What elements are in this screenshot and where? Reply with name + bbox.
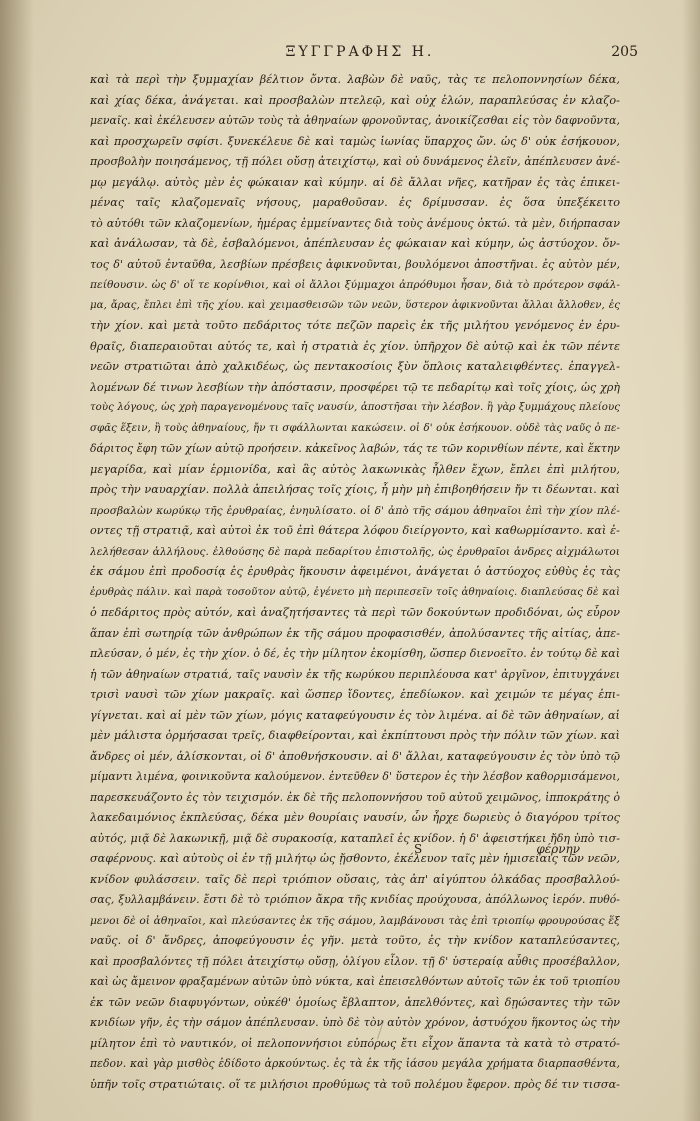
text-line: λομένων δέ τινων λεσβίων τὴν ἀπόστασιν, προσφέρει τῷ τε πεδαρίτῳ καὶ τοῖς χίοις, ὡς χρὴ <box>90 380 620 394</box>
text-line: ἐρυθρὰς πάλιν. καὶ παρὰ τοσοῦτον αὐτῷ, ἐγένετο μὴ περιπεσεῖν τοῖς ἀθηναίοις. διαπλεύσας δὲ καὶ <box>90 586 620 598</box>
page-footer <box>90 842 620 864</box>
text-line: καὶ προσβαλόντες τῇ πόλει ἀτειχίστῳ οὔσῃ, ὀλίγου εἷλον. τῇ δ' ὑστεραίᾳ αὖθις προσέβαλλον, <box>90 954 620 968</box>
text-line: οντες τῇ στρατιᾷ, καὶ αὐτοὶ ἐκ τοῦ ἐπὶ θάτερα λόφου διείργοντο, καὶ καθωρμίσαντο. καὶ ἐ- <box>90 524 620 537</box>
text-line: καὶ προσχωρεῖν σφίσι. ξυνεκέλευε δὲ καὶ ταμὼς ἰωνίας ὕπαρχος ὤν. ὡς δ' οὐκ ἐσήκουον, <box>90 134 620 148</box>
text-line: καὶ ὡς ἄμεινον φραξαμένων αὐτῶν ὑπὸ νύκτα, καὶ ἐπεισελθόντων αὐτοῖς τῶν ἐκ τοῦ τριοπίου <box>90 975 620 988</box>
catchword: φέρνην <box>536 842 580 856</box>
text-line: καὶ τὰ περὶ τὴν ξυμμαχίαν βέλτιον ὄντα. λαβὼν δὲ ναῦς, τὰς τε πελοποννησίων δέκα, <box>90 73 620 86</box>
text-line: τὴν χίον. καὶ μετὰ τοῦτο πεδάριτος τότε πεζῶν παρεὶς ἐκ τῆς μιλήτου γενόμενος ἐν ἐρυ- <box>90 319 620 332</box>
text-line: ὁ πεδάριτος πρὸς αὐτόν, καὶ ἀναζητήσαντες τὰ περὶ τῶν δοκούντων προδιδόναι, ὡς εὗρον <box>90 606 620 619</box>
text-line: ἄνδρες οἱ μέν, ἁλίσκονται, οἱ δ' ἀποθνήσκουσιν. αἱ δ' ἄλλαι, καταφεύγουσιν ἐς τὸν ὑπὸ τῷ <box>90 749 620 763</box>
text-line: καὶ χίας δέκα, ἀνάγεται. καὶ προσβαλὼν πτελεῷ, καὶ οὐχ ἑλών, παραπλεύσας ἐν κλαζο- <box>90 93 620 107</box>
spine-shadow <box>0 0 34 1121</box>
text-line: δάριτος ἔφη τῶν χίων αὐτῷ προήσειν. κἀκεῖνος λαβών, τάς τε τῶν κορινθίων πέντε, καὶ ἕκτην <box>90 442 620 455</box>
text-line: τοὺς λόγους, ὡς χρὴ παραγενομένους ταῖς ναυσίν, ἀποστῆσαι τὴν λέσβον. ἢ γὰρ ξυμμάχους πλείους <box>90 402 620 413</box>
text-line: πεδον. καὶ γὰρ μισθὸς ἐδίδοτο ἀρκούντως. ἐς τὰ ἐκ τῆς ἰάσου μεγάλα χρήματα διαρπασθέντα, <box>90 1057 620 1070</box>
text-line: μένας ταῖς κλαζομεναῖς νήσους, μαραθοῦσαν. ἐς δρίμυσσαν. ἐς ὅσα ὑπεξέκειτο <box>90 196 620 209</box>
text-line: σαφέρνους. καὶ αὐτοὺς οἱ ἐν τῇ μιλήτῳ ὡς ᾔσθοντο, ἐκέλευον ταῖς μὲν ἡμισείαις τῶν νεῶν, <box>90 852 620 865</box>
text-line: ἐκ τῶν νεῶν διαφυγόντων, οὐκέθ' ὁμοίως ἔβλαπτον, ἀπελθόντες, καὶ δῃώσαντες τὴν τῶν <box>90 995 620 1009</box>
text-line: κνιδίων γῆν, ἐς τὴν σάμον ἀπέπλευσαν. ὑπὸ δὲ τὸν αὐτὸν χρόνον, ἀστυόχου ἥκοντος ὡς τὴν <box>90 1016 620 1029</box>
text-line: μεγαρίδα, καὶ μίαν ἑρμιονίδα, καὶ ἃς αὐτὸς λακωνικὰς ἦλθεν ἔχων, ἔπλει ἐπὶ μιλήτου, <box>90 462 620 476</box>
text-line: μίμαντι λιμένα, φοινικοῦντα καλούμενον. ἐντεῦθεν δ' ὕστερον ἐς τὴν λέσβον καθορμισάμενοι, <box>90 770 620 783</box>
text-line: ἅπαν ἐπὶ σωτηρίᾳ τῶν ἀνθρώπων ἐκ τῆς σάμου προφασισθέν, ἀπολύσαντες τῆς αἰτίας, ἀπε- <box>90 626 620 640</box>
text-line: γίγνεται. καὶ αἱ μὲν τῶν χίων, μόγις καταφεύγουσιν ἐς τὸν λιμένα. αἱ δὲ τῶν ἀθηναίων, αἱ <box>90 708 620 722</box>
signature-mark: S <box>414 842 423 856</box>
text-line: λακεδαιμόνιος ἐκπλεύσας, δέκα μὲν θουρίαις ναυσίν, ὧν ἦρχε δωριεὺς ὁ διαγόρου τρίτος <box>90 811 620 824</box>
text-line: νεῶν στρατιῶται ἀπὸ χαλκιδέως, ὡς πεντακοσίοις ξὺν ὅπλοις καταλειφθέντες. ἐπαγγελ- <box>90 360 620 373</box>
edge-shadow <box>682 0 700 1121</box>
body-text <box>90 70 620 1095</box>
text-line: τὸ αὐτόθι τῶν κλαζομενίων, ἡμέρας ἐμμείναντες διὰ τοὺς ἀνέμους ὀκτώ. τὰ μὲν, διήρπασαν <box>90 216 620 230</box>
text-line: μὲν μάλιστα ὁρμήσασαι τρεῖς, διαφθείρονται, καὶ ἐκπίπτουσι πρὸς τὴν πόλιν τῶν χίων. καὶ <box>90 729 620 742</box>
text-line: πείθουσιν. ὡς δ' οἵ τε κορίνθιοι, καὶ οἱ ἄλλοι ξύμμαχοι ἀπρόθυμοι ἦσαν, διὰ τὸ πρότερον σφάλ- <box>90 279 620 291</box>
text-line: πρὸς τὴν ναυαρχίαν. πολλὰ ἀπειλήσας τοῖς χίοις, ἦ μὴν μὴ ἐπιβοηθήσειν ἤν τι δέωνται. καὶ <box>90 483 620 496</box>
running-head: ΞΥΓΓΡΑΦΗΣ Η. <box>285 44 435 60</box>
text-line: πλεύσαν, ὁ μέν, ἐς τὴν χίον. ὁ δέ, ἐς τὴν μίλητον ἐκομίσθη, ὥσπερ διενοεῖτο. ἐν τούτῳ δὲ καὶ <box>90 647 620 660</box>
text-line: ναῦς. οἱ δ' ἄνδρες, ἀποφεύγουσιν ἐς γῆν. μετὰ τοῦτο, ἐς τὴν κνίδον καταπλεύσαντες, <box>90 934 620 947</box>
text-line: ἐκ σάμου ἐπὶ προδοσίᾳ ἐς ἐρυθρὰς ἥκουσιν ἀφειμένοι, ἀνάγεται ὁ ἀστύοχος εὐθὺς ἐς τὰς <box>90 565 620 578</box>
text-line: θραῖς, διαπεραιοῦται αὐτός τε, καὶ ἡ στρατιὰ ἐς χίον. ὑπῆρχον δὲ αὐτῷ καὶ ἐκ τῶν πέντε <box>90 339 620 353</box>
text-line: λελήθεσαν ἀλλήλους. ἐλθούσης δὲ παρὰ πεδαρίτου ἐπιστολῆς, ὡς ἐρυθραῖοι ἀνδρες αἰχμάλωτοι <box>90 545 620 558</box>
text-line: μῳ μεγάλῳ. αὐτὸς μὲν ἐς φώκαιαν καὶ κύμην. αἱ δὲ ἄλλαι νῆες, κατῆραν ἐς τὰς ἐπικει- <box>90 175 620 189</box>
text-line: μίλητον ἐπὶ τὸ ναυτικόν, οἱ πελοποννήσιοι εὐπόρως ἔτι εἶχον ἅπαντα τὰ κατὰ τὸ στρατό- <box>90 1036 620 1050</box>
text-line: προσβολὴν ποιησάμενος, τῇ πόλει οὔσῃ ἀτειχίστῳ, καὶ οὐ δυνάμενος ἑλεῖν, ἀπέπλευσεν ἀνέ- <box>90 155 620 168</box>
text-line: κνίδον φυλάσσειν. ταῖς δὲ περὶ τριόπιον οὔσαις, τὰς ἀπ' αἰγύπτου ὁλκάδας προσβαλλού- <box>90 872 620 886</box>
text-line: τος δ' αὐτοῦ ἐνταῦθα, λεσβίων πρέσβεις ἀφικνοῦνται, βουλόμενοι ἀποστῆναι. ἐς αὐτὸν μέν, <box>90 257 620 271</box>
text-line: καὶ ἀνάλωσαν, τὰ δὲ, ἐσβαλόμενοι, ἀπέπλευσαν ἐς φώκαιαν καὶ κύμην, ὡς ἀστύοχον. ὄν- <box>90 237 620 250</box>
text-line: σας, ξυλλαμβάνειν. ἔστι δὲ τὸ τριόπιον ἄκρα τῆς κνιδίας προύχουσα, ἀπόλλωνος ἱερόν. πυθό- <box>90 893 620 906</box>
text-line: σφᾶς ἕξειν, ἢ τοὺς ἀθηναίους, ἤν τι σφάλλωνται κακώσειν. οἱ δ' οὐκ ἐσήκουον. οὐδὲ τὰς ναῦς ὁ πε- <box>90 422 620 434</box>
text-line: αὐτός, μιᾷ δὲ λακωνικῇ, μιᾷ δὲ συρακοσίᾳ, καταπλεῖ ἐς κνίδον. ἡ δ' ἀφειστήκει ἤδη ὑπὸ τισ- <box>90 831 620 845</box>
text-line: μενοι δὲ οἱ ἀθηναῖοι, καὶ πλεύσαντες ἐκ τῆς σάμου, λαμβάνουσι τὰς ἐπὶ τριοπίῳ φρουρούσας ἕξ <box>90 914 620 927</box>
text-line: μα, ἄρας, ἔπλει ἐπὶ τῆς χίου. καὶ χειμασθεισῶν τῶν νεῶν, ὕστερον ἀφικνοῦνται ἄλλαι ἄλλοθεν, ἐς <box>90 299 620 311</box>
text-line: ἡ τῶν ἀθηναίων στρατιά, ταῖς ναυσὶν ἐκ τῆς κωρύκου περιπλέουσα κατ' ἀργῖνον, ἐπιτυγχάνει <box>90 667 620 681</box>
text-line: παρεσκευάζοντο ἐς τὸν τειχισμόν. ἐκ δὲ τῆς πελοποννήσου τοῦ αὐτοῦ χειμῶνος, ἱπποκράτης ὁ <box>90 790 620 804</box>
text-line: ὑπῆν τοῖς στρατιώταις. οἵ τε μιλήσιοι προθύμως τὰ τοῦ πολέμου ἔφερον. πρὸς δέ τιν τισσα- <box>90 1077 620 1091</box>
text-line: τρισὶ ναυσὶ τῶν χίων μακραῖς. καὶ ὥσπερ ἴδοντες, ἐπεδίωκον. καὶ χειμών τε μέγας ἐπι- <box>90 688 620 701</box>
page-number: 205 <box>611 44 638 60</box>
page-header <box>90 44 638 68</box>
text-line: μεναῖς. καὶ ἐκέλευσεν αὐτῶν τοὺς τὰ ἀθηναίων φρονοῦντας, ἀνοικίζεσθαι εἰς τὸν δαφνοῦντα, <box>90 114 620 127</box>
text-line: προσβαλὼν κωρύκῳ τῆς ἐρυθραίας, ἐνηυλίσατο. οἱ δ' ἀπὸ τῆς σάμου ἀθηναῖοι ἐπὶ τὴν χίον πλέ- <box>90 504 620 517</box>
